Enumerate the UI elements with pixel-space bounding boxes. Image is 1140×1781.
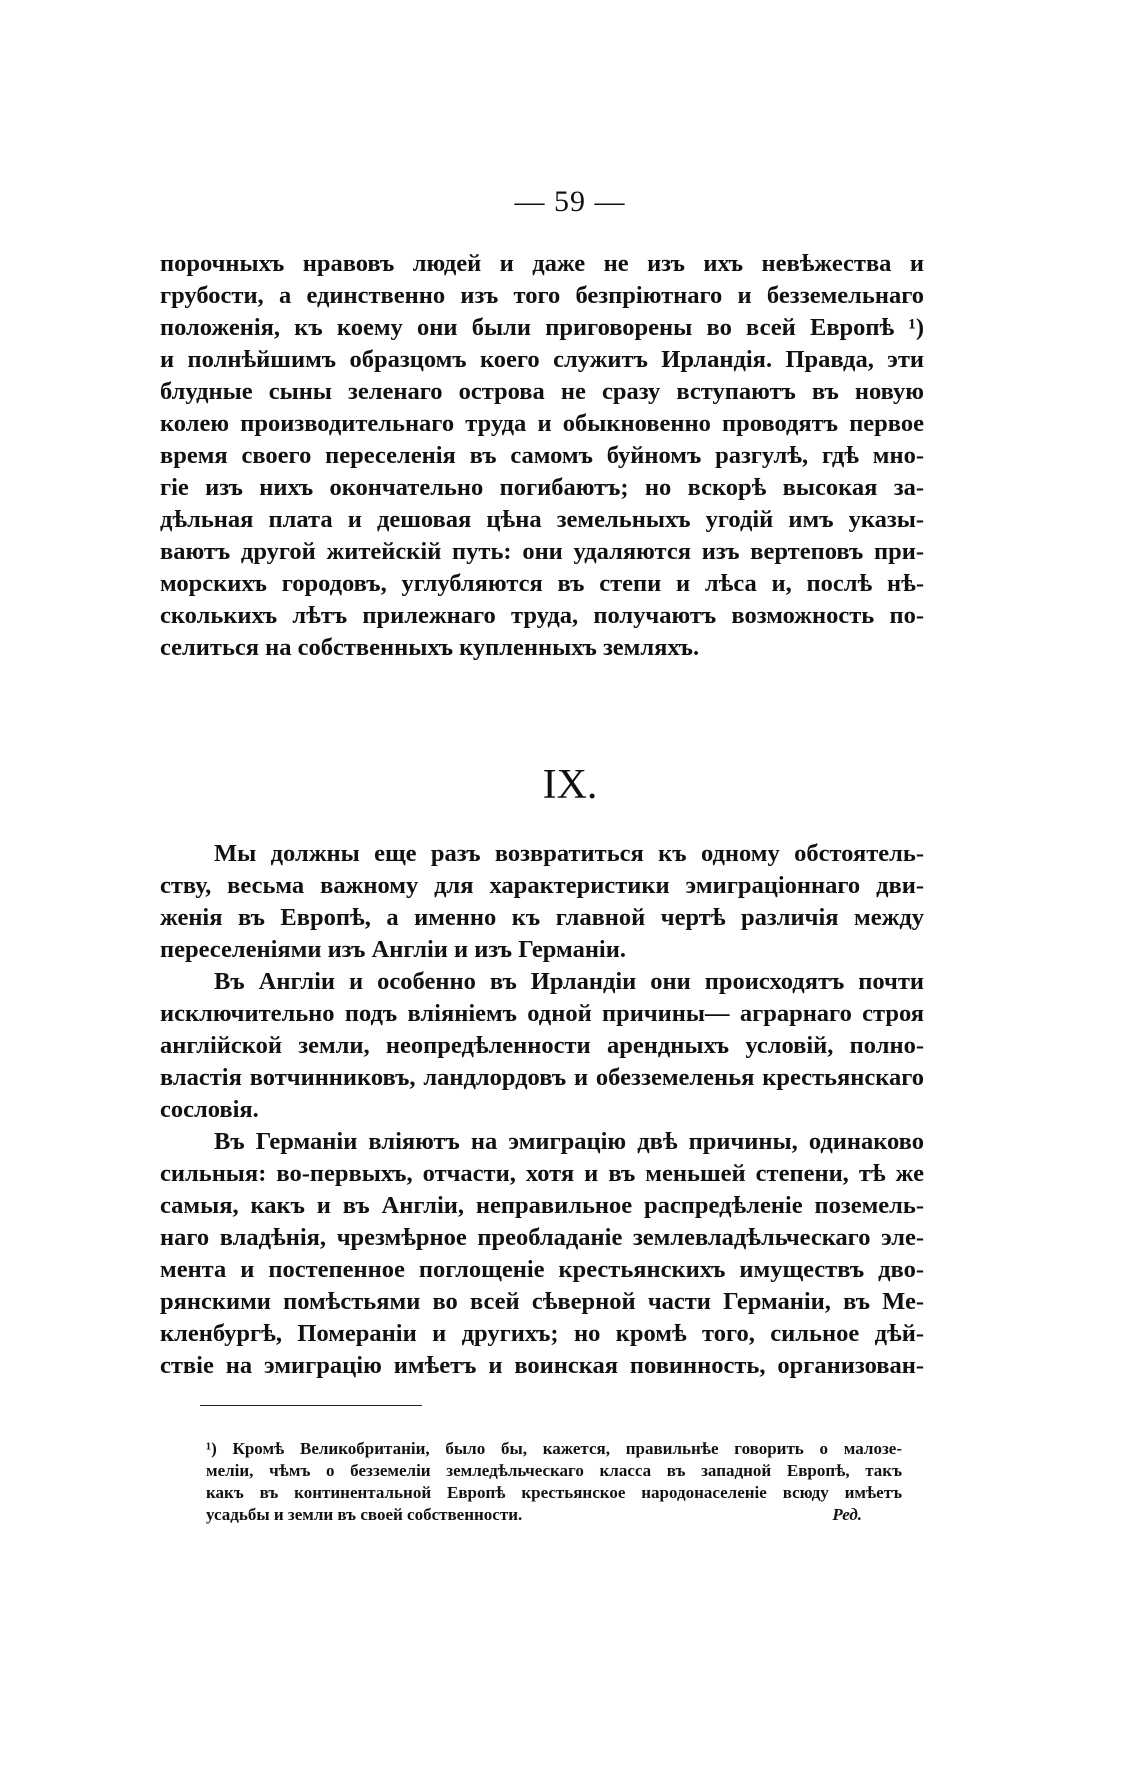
text-line: гіе изъ нихъ окончательно погибаютъ; но вскорѣ высокая за-	[160, 474, 924, 501]
text-line: порочныхъ нравовъ людей и даже не изъ ихъ невѣжества и	[160, 250, 924, 277]
text-line: рянскими помѣстьями во всей сѣверной части Германіи, въ Ме-	[160, 1288, 924, 1315]
footnote-line: ¹) Кромѣ Великобританіи, было бы, кажется, правильнѣе говорить о малозе-	[206, 1439, 902, 1458]
page-number: — 59 —	[514, 185, 626, 218]
section-body	[160, 838, 924, 1382]
text-line: ству, весьма важному для характеристики эмиграціоннаго дви-	[160, 872, 924, 899]
top-paragraph	[160, 248, 924, 664]
text-line: положенія, къ коему они были приговорены во всей Европѣ ¹)	[160, 314, 924, 341]
text-line: женія въ Европѣ, а именно къ главной чертѣ различія между	[160, 904, 924, 931]
footnote	[206, 1438, 902, 1526]
text-line: и полнѣйшимъ образцомъ коего служитъ Ирландія. Правда, эти	[160, 346, 924, 373]
footnote-line: какъ въ континентальной Европѣ крестьянское народонаселеніе всюду имѣетъ	[206, 1483, 902, 1502]
text-line: дѣльная плата и дешовая цѣна земельныхъ угодій имъ указы-	[160, 506, 924, 533]
paragraph	[160, 966, 924, 1126]
text-line: грубости, а единственно изъ того безпріютнаго и безземельнаго	[160, 282, 924, 309]
text-line: блудные сыны зеленаго острова не сразу вступаютъ въ новую	[160, 378, 924, 405]
text-line: ствіе на эмиграцію имѣетъ и воинская повинность, организован-	[160, 1352, 924, 1379]
footnote-line: усадьбы и земли въ своей собственности.	[206, 1505, 523, 1524]
text-line: кленбургѣ, Помераніи и другихъ; но кромѣ того, сильное дѣй-	[160, 1320, 924, 1347]
text-line: Въ Англіи и особенно въ Ирландіи они происходятъ почти	[214, 968, 924, 995]
editor-signature: Ред.	[832, 1505, 862, 1524]
text-line: мента и постепенное поглощеніе крестьянскихъ имуществъ дво-	[160, 1256, 924, 1283]
paragraph	[160, 1126, 924, 1382]
footnote-divider	[200, 1405, 422, 1406]
text-line: морскихъ городовъ, углубляются въ степи и лѣса и, послѣ нѣ-	[160, 570, 924, 597]
text-line: властія вотчинниковъ, ландлордовъ и обезземеленья крестьянскаго	[160, 1064, 924, 1091]
text-line: самыя, какъ и въ Англіи, неправильное распредѣленіе поземель-	[160, 1192, 924, 1219]
text-line: селиться на собственныхъ купленныхъ земляхъ.	[160, 634, 700, 661]
section-heading: IX.	[542, 762, 598, 808]
text-line: сколькихъ лѣтъ прилежнаго труда, получаютъ возможность по-	[160, 602, 924, 629]
text-line: англійской земли, неопредѣленности арендныхъ условій, полно-	[160, 1032, 924, 1059]
text-line: колею производительнаго труда и обыкновенно проводятъ первое	[160, 410, 924, 437]
footnote-last-row	[206, 1504, 902, 1526]
text-line: сильныя: во-первыхъ, отчасти, хотя и въ меньшей степени, тѣ же	[160, 1160, 924, 1187]
text-line: наго владѣнія, чрезмѣрное преобладаніе землевладѣльческаго эле-	[160, 1224, 924, 1251]
text-line: Мы должны еще разъ возвратиться къ одному обстоятель-	[214, 840, 924, 867]
footnote-line: меліи, чѣмъ о безземеліи земледѣльческаго класса въ западной Европѣ, такъ	[206, 1461, 902, 1480]
paragraph	[160, 838, 924, 966]
text-line: переселеніями изъ Англіи и изъ Германіи.	[160, 936, 626, 963]
text-line: время своего переселенія въ самомъ буйномъ разгулѣ, гдѣ мно-	[160, 442, 924, 469]
text-line: ваютъ другой житейскій путь: они удаляются изъ вертеповъ при-	[160, 538, 924, 565]
text-line: исключительно подъ вліяніемъ одной причины— аграрнаго строя	[160, 1000, 924, 1027]
text-line: Въ Германіи вліяютъ на эмиграцію двѣ причины, одинаково	[214, 1128, 924, 1155]
text-line: сословія.	[160, 1096, 259, 1123]
